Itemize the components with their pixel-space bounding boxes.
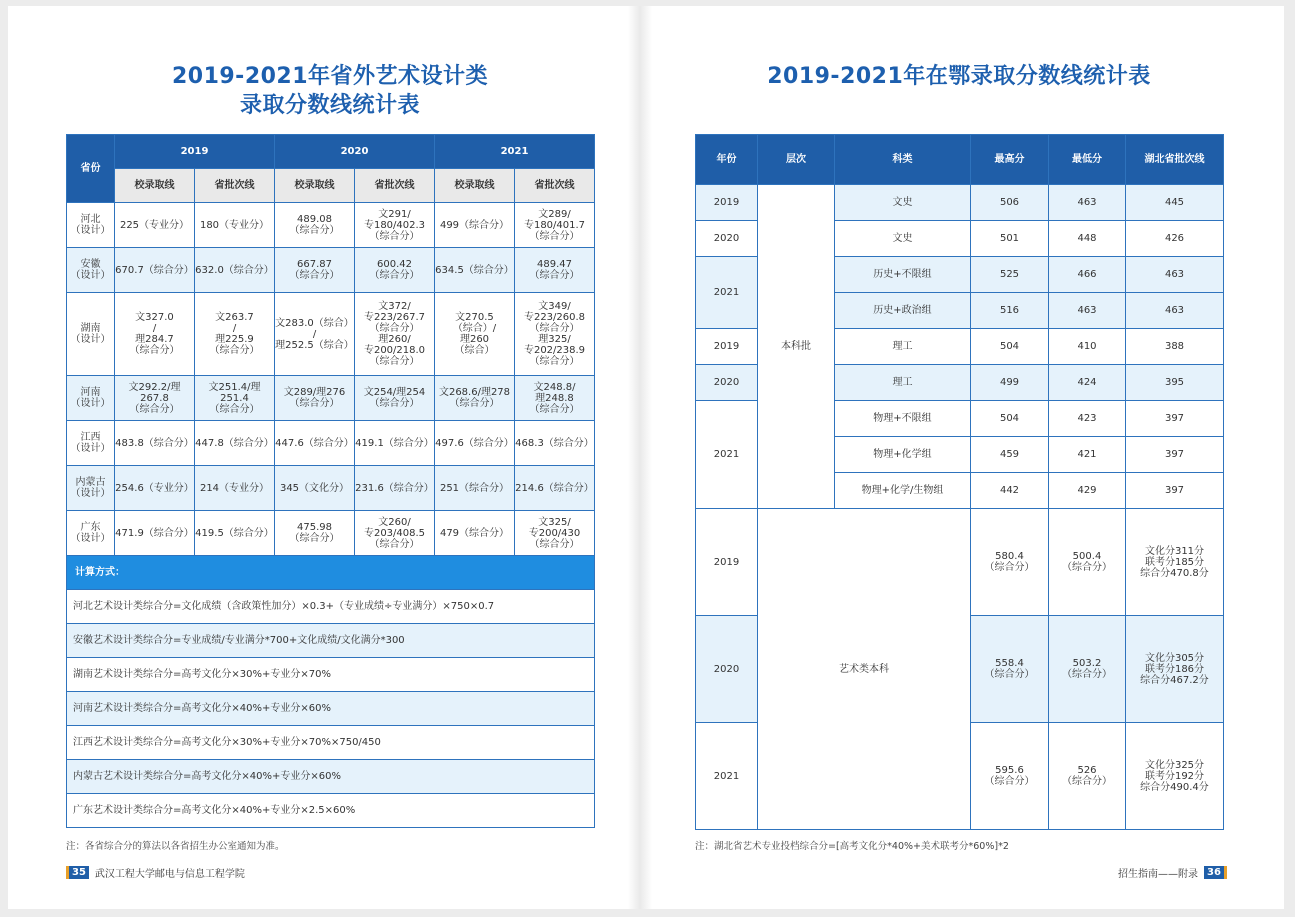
formula-row — [67, 658, 595, 692]
min-score-cell: 429 — [1049, 473, 1126, 509]
score-cell: 447.8（综合分） — [195, 421, 275, 466]
batch-line-cell: 463 — [1126, 257, 1224, 293]
max-score-cell: 504 — [971, 329, 1049, 365]
max-score-cell: 595.6 （综合分） — [971, 723, 1049, 830]
score-cell: 文372/ 专223/267.7 （综合分） 理260/ 专200/218.0 （综合分） — [355, 293, 435, 376]
formula-row — [67, 624, 595, 658]
score-cell: 文292.2/理267.8 （综合分） — [115, 376, 195, 421]
batch-line-cell: 426 — [1126, 221, 1224, 257]
level-cell: 本科批 — [758, 185, 835, 509]
score-cell: 489.08 （综合分） — [275, 203, 355, 248]
table-row — [67, 511, 595, 556]
score-cell: 文325/ 专200/430 （综合分） — [515, 511, 595, 556]
formula-row — [67, 726, 595, 760]
score-cell: 180（专业分） — [195, 203, 275, 248]
table-row — [696, 185, 1224, 221]
year-cell: 2020 — [696, 221, 758, 257]
header-year: 年份 — [696, 135, 758, 185]
year-cell: 2021 — [696, 401, 758, 509]
score-cell: 634.5（综合分） — [435, 248, 515, 293]
score-cell: 419.1（综合分） — [355, 421, 435, 466]
table-row — [67, 203, 595, 248]
header-batch-line: 湖北省批次线 — [1126, 135, 1224, 185]
header-province: 省份 — [67, 135, 115, 203]
table-row — [67, 466, 595, 511]
province-cell: 广东 （设计） — [67, 511, 115, 556]
batch-line-cell: 397 — [1126, 401, 1224, 437]
left-title — [66, 62, 594, 120]
score-cell: 文254/理254 （综合分） — [355, 376, 435, 421]
max-score-cell: 506 — [971, 185, 1049, 221]
header-year-2021: 2021 — [435, 135, 595, 169]
province-cell: 湖南 （设计） — [67, 293, 115, 376]
formula-text: 湖南艺术设计类综合分=高考文化分×30%+专业分×70% — [67, 658, 595, 692]
province-cell: 内蒙古 （设计） — [67, 466, 115, 511]
batch-line-cell: 397 — [1126, 473, 1224, 509]
score-cell: 254.6（专业分） — [115, 466, 195, 511]
year-cell: 2019 — [696, 185, 758, 221]
table-row — [67, 293, 595, 376]
table-row — [67, 248, 595, 293]
min-score-cell: 421 — [1049, 437, 1126, 473]
subject-cell: 理工 — [835, 365, 971, 401]
score-cell: 文248.8/ 理248.8 （综合分） — [515, 376, 595, 421]
year-cell: 2020 — [696, 616, 758, 723]
score-cell: 497.6（综合分） — [435, 421, 515, 466]
subject-cell: 历史+不限组 — [835, 257, 971, 293]
score-cell: 文327.0 / 理284.7 （综合分） — [115, 293, 195, 376]
batch-line-cell: 445 — [1126, 185, 1224, 221]
score-cell: 479（综合分） — [435, 511, 515, 556]
formula-row — [67, 794, 595, 828]
guide-appendix: 招生指南——附录 — [1118, 869, 1198, 880]
subject-cell: 物理+不限组 — [835, 401, 971, 437]
batch-line-cell: 388 — [1126, 329, 1224, 365]
header-school-line: 校录取线 — [275, 169, 355, 203]
formula-text: 河南艺术设计类综合分=高考文化分×40%+专业分×60% — [67, 692, 595, 726]
score-cell: 345（文化分） — [275, 466, 355, 511]
province-cell: 江西 （设计） — [67, 421, 115, 466]
formula-text: 河北艺术设计类综合分=文化成绩（含政策性加分）×0.3+（专业成绩÷专业满分）×750×0.7 — [67, 590, 595, 624]
right-footer — [1118, 865, 1227, 880]
batch-line-cell: 文化分325分 联考分192分 综合分490.4分 — [1126, 723, 1224, 830]
left-note: 注：各省综合分的算法以各省招生办公室通知为准。 — [66, 841, 285, 852]
year-cell: 2019 — [696, 329, 758, 365]
header-max-score: 最高分 — [971, 135, 1049, 185]
hubei-score-table — [695, 134, 1224, 830]
score-cell: 文260/ 专203/408.5 （综合分） — [355, 511, 435, 556]
score-cell: 468.3（综合分） — [515, 421, 595, 466]
max-score-cell: 580.4 （综合分） — [971, 509, 1049, 616]
formula-text: 内蒙古艺术设计类综合分=高考文化分×40%+专业分×60% — [67, 760, 595, 794]
max-score-cell: 516 — [971, 293, 1049, 329]
batch-line-cell: 文化分311分 联考分185分 综合分470.8分 — [1126, 509, 1224, 616]
min-score-cell: 424 — [1049, 365, 1126, 401]
page-gutter — [628, 6, 652, 909]
min-score-cell: 448 — [1049, 221, 1126, 257]
min-score-cell: 463 — [1049, 293, 1126, 329]
score-cell: 文268.6/理278 （综合分） — [435, 376, 515, 421]
page-number-right: 36 — [1204, 866, 1227, 879]
year-cell: 2021 — [696, 723, 758, 830]
batch-line-cell: 463 — [1126, 293, 1224, 329]
score-cell: 251（综合分） — [435, 466, 515, 511]
score-cell: 670.7（综合分） — [115, 248, 195, 293]
score-cell: 632.0（综合分） — [195, 248, 275, 293]
subject-cell: 物理+化学/生物组 — [835, 473, 971, 509]
score-cell: 文251.4/理251.4 （综合分） — [195, 376, 275, 421]
score-cell: 文270.5 （综合）/ 理260 （综合） — [435, 293, 515, 376]
province-cell: 河南 （设计） — [67, 376, 115, 421]
score-cell: 600.42 （综合分） — [355, 248, 435, 293]
score-cell: 文283.0（综合） / 理252.5（综合） — [275, 293, 355, 376]
score-cell: 225（专业分） — [115, 203, 195, 248]
year-cell: 2019 — [696, 509, 758, 616]
right-note: 注：湖北省艺术专业投档综合分=[高考文化分*40%+美术联考分*60%]*2 — [695, 841, 1009, 852]
header-school-line: 校录取线 — [115, 169, 195, 203]
formula-text: 安徽艺术设计类综合分=专业成绩/专业满分*700+文化成绩/文化满分*300 — [67, 624, 595, 658]
header-school-line: 校录取线 — [435, 169, 515, 203]
subject-cell: 文史 — [835, 185, 971, 221]
page-number-left: 35 — [66, 866, 89, 879]
formula-row — [67, 692, 595, 726]
header-province-line: 省批次线 — [515, 169, 595, 203]
province-cell: 河北 （设计） — [67, 203, 115, 248]
score-cell: 文263.7 / 理225.9 （综合分） — [195, 293, 275, 376]
max-score-cell: 504 — [971, 401, 1049, 437]
score-cell: 419.5（综合分） — [195, 511, 275, 556]
left-title-line1: 2019-2021年省外艺术设计类 — [171, 64, 489, 89]
level-cell: 艺术类本科 — [758, 509, 971, 830]
min-score-cell: 423 — [1049, 401, 1126, 437]
max-score-cell: 525 — [971, 257, 1049, 293]
header-level: 层次 — [758, 135, 835, 185]
left-footer — [66, 865, 245, 880]
score-cell: 231.6（综合分） — [355, 466, 435, 511]
max-score-cell: 499 — [971, 365, 1049, 401]
score-cell: 667.87 （综合分） — [275, 248, 355, 293]
formula-row — [67, 590, 595, 624]
score-cell: 214（专业分） — [195, 466, 275, 511]
header-min-score: 最低分 — [1049, 135, 1126, 185]
score-cell: 483.8（综合分） — [115, 421, 195, 466]
score-cell: 文289/ 专180/401.7 （综合分） — [515, 203, 595, 248]
max-score-cell: 501 — [971, 221, 1049, 257]
formula-row — [67, 760, 595, 794]
year-cell: 2021 — [696, 257, 758, 329]
left-title-line2: 录取分数线统计表 — [239, 93, 420, 118]
header-province-line: 省批次线 — [195, 169, 275, 203]
max-score-cell: 558.4 （综合分） — [971, 616, 1049, 723]
table-row — [696, 509, 1224, 616]
score-cell: 214.6（综合分） — [515, 466, 595, 511]
max-score-cell: 459 — [971, 437, 1049, 473]
score-cell: 文289/理276 （综合分） — [275, 376, 355, 421]
min-score-cell: 466 — [1049, 257, 1126, 293]
score-cell: 447.6（综合分） — [275, 421, 355, 466]
header-subject: 科类 — [835, 135, 971, 185]
score-cell: 499（综合分） — [435, 203, 515, 248]
header-province-line: 省批次线 — [355, 169, 435, 203]
formula-text: 江西艺术设计类综合分=高考文化分×30%+专业分×70%×750/450 — [67, 726, 595, 760]
min-score-cell: 503.2 （综合分） — [1049, 616, 1126, 723]
out-of-province-score-table — [66, 134, 595, 828]
min-score-cell: 526 （综合分） — [1049, 723, 1126, 830]
batch-line-cell: 395 — [1126, 365, 1224, 401]
year-cell: 2020 — [696, 365, 758, 401]
subject-cell: 物理+化学组 — [835, 437, 971, 473]
min-score-cell: 463 — [1049, 185, 1126, 221]
table-row — [67, 376, 595, 421]
score-cell: 文349/ 专223/260.8 （综合分） 理325/ 专202/238.9 （综合分） — [515, 293, 595, 376]
score-cell: 475.98 （综合分） — [275, 511, 355, 556]
subject-cell: 理工 — [835, 329, 971, 365]
table-row — [67, 421, 595, 466]
formula-text: 广东艺术设计类综合分=高考文化分×40%+专业分×2.5×60% — [67, 794, 595, 828]
score-cell: 489.47 （综合分） — [515, 248, 595, 293]
score-cell: 文291/ 专180/402.3 （综合分） — [355, 203, 435, 248]
batch-line-cell: 文化分305分 联考分186分 综合分467.2分 — [1126, 616, 1224, 723]
min-score-cell: 500.4 （综合分） — [1049, 509, 1126, 616]
province-cell: 安徽 （设计） — [67, 248, 115, 293]
subject-cell: 文史 — [835, 221, 971, 257]
header-year-2020: 2020 — [275, 135, 435, 169]
batch-line-cell: 397 — [1126, 437, 1224, 473]
school-name: 武汉工程大学邮电与信息工程学院 — [94, 869, 245, 880]
min-score-cell: 410 — [1049, 329, 1126, 365]
calc-method-heading: 计算方式： — [67, 556, 595, 590]
header-year-2019: 2019 — [115, 135, 275, 169]
subject-cell: 历史+政治组 — [835, 293, 971, 329]
score-cell: 471.9（综合分） — [115, 511, 195, 556]
max-score-cell: 442 — [971, 473, 1049, 509]
right-title: 2019-2021年在鄂录取分数线统计表 — [767, 64, 1151, 89]
